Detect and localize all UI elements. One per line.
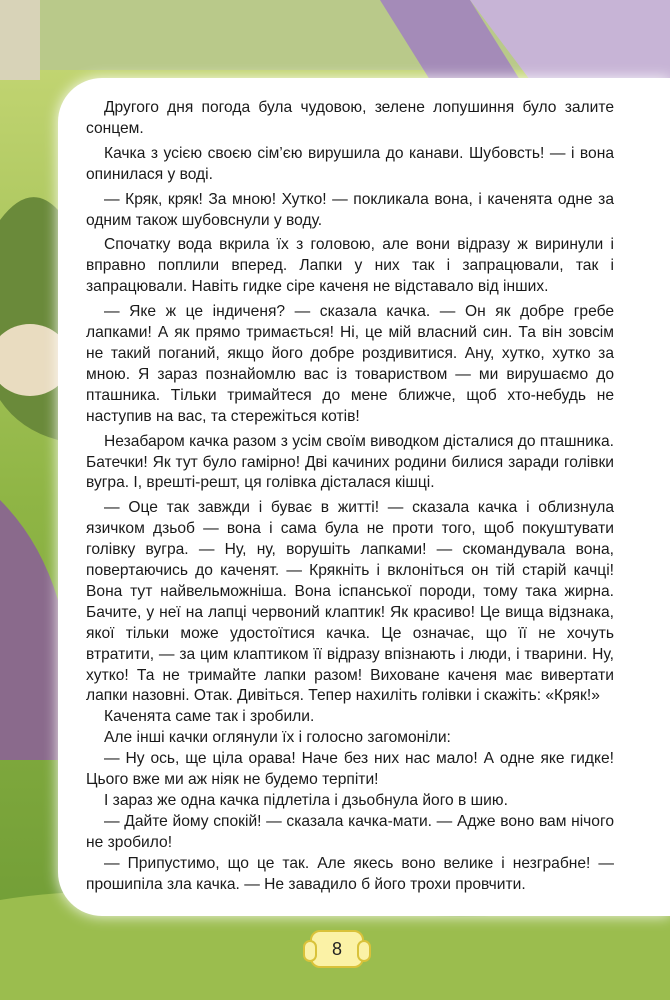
paragraph: — Припустимо, що це так. Але якесь воно велике і незграбне! — прошипіла зла качка. — Не завадило б його трохи провчити. bbox=[86, 854, 614, 893]
paragraph: — Оце так завжди і буває в житті! — сказала качка і облизнула язичком дзьоб — вона і сама була не проти того, щоб покуштувати голівку вугра. — Ну, ну, ворушіть лапками! — скомандувала вона, повертаючись до каченят. — Крякніть і вклоніться он тій старій качці! Вона тут найвельможніша. Вона іспанської породи, тому така жирна. Бачите, у неї на лапці червоний клаптик! Як красиво! Це вища відзнака, якої тільки може удостоїтися качка. Це означає, що її не хочуть втратити, — за цим клаптиком її відразу впізнають і люди, і тварини. Ну, хутко! Та не тримайте лапки разом! Виховане каченя має вивертати лапки назовні. Отак. Дивіться. Тепер нахиліть голівки і скажіть: «Кряк!» bbox=[86, 499, 614, 705]
paragraph: Але інші качки оглянули їх і голосно загомоніли: bbox=[104, 729, 451, 747]
paragraph: — Яке ж це індиченя? — сказала качка. — Он як добре гребе лапками! А як прямо тримається! Ні, це мій власний син. Та він зовсім не такий поганий, якщо його добре роздивитися. Ану, хутко, хутко за мною. Я зараз познайомлю вас із товариством — ми вирушаємо до пташника. Тільки тримайтеся до мене ближче, щоб хто-небудь не наступив на вас, та стережіться котів! bbox=[86, 303, 614, 425]
paragraph: І зараз же одна качка підлетіла і дзьобнула його в шию. bbox=[104, 792, 508, 809]
paragraph: — Кряк, кряк! За мною! Хутко! — покликала вона, і каченята одне за одним також шубовснули у воду. bbox=[86, 190, 614, 229]
paragraph: Другого дня погода була чудовою, зелене лопушиння було залите сонцем. bbox=[86, 99, 614, 137]
page-number-badge bbox=[310, 930, 364, 968]
paragraph: Качка з усією своєю сім’єю вирушила до канави. Шубовсть! — і вона опинилася у воді. bbox=[86, 144, 614, 183]
story-text bbox=[86, 98, 614, 896]
paragraph: — Ну ось, ще ціла орава! Наче без них нас мало! А одне яке гидке! Цього вже ми аж ніяк не будемо терпіти! bbox=[86, 750, 614, 789]
paragraph: Каченята саме так і зробили. bbox=[104, 708, 315, 726]
paragraph: Спочатку вода вкрила їх з головою, але вони відразу ж виринули і вправно поплили вперед. Лапки у них так і запрацювали, так і запрацювали. Навіть гидке сіре каченя не відставало від інших. bbox=[86, 236, 614, 296]
page-number: 8 bbox=[331, 938, 342, 959]
paragraph: — Дайте йому спокій! — сказала качка-мати. — Адже воно вам нічого не зробило! bbox=[86, 812, 614, 851]
paragraph: Незабаром качка разом з усім своїм виводком дісталися до пташника. Батечки! Як тут було гамірно! Дві качиних родини билися заради голівки вугра. І, врешті-решт, ця голівка дісталася кішці. bbox=[86, 432, 614, 492]
